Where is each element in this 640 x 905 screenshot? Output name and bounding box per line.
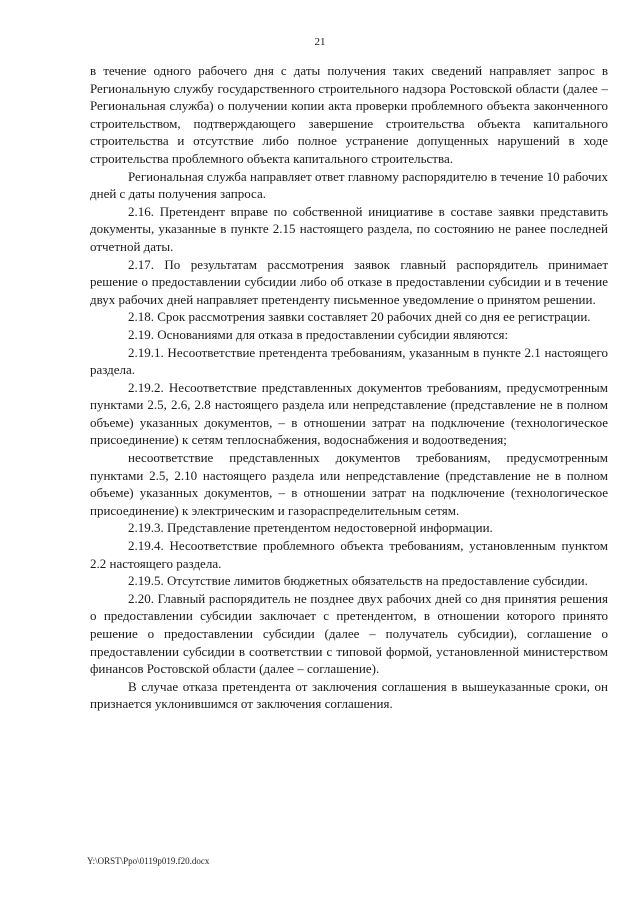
document-body <box>90 62 608 713</box>
paragraph-2-17: 2.17. По результатам рассмотрения заявок главный распорядитель принимает решение о предоставлении субсидии либо об отказе в предоставлении субсидии и в течение двух рабочих дней направляет претенденту письменное уведомление о принятом решении. <box>90 256 608 307</box>
paragraph-2-19-4: 2.19.4. Несоответствие проблемного объекта требованиям, установленным пунктом 2.2 настоящего раздела. <box>90 538 608 571</box>
paragraph-2-20: 2.20. Главный распорядитель не позднее двух рабочих дней со дня принятия решения о предоставлении субсидии заключает с претендентом, в отношении которого принято решение о предоставлении субсидии (далее – получатель субсидии), соглашение о предоставлении субсидии в соответствии с типовой формой, установленной министерством финансов Ростовской области (далее – соглашение). <box>90 590 608 677</box>
paragraph-2-19-5: 2.19.5. Отсутствие лимитов бюджетных обязательств на предоставление субсидии. <box>128 573 588 589</box>
paragraph-refusal-agreement: В случае отказа претендента от заключения соглашения в вышеуказанные сроки, он признается уклонившимся от заключения соглашения. <box>90 678 608 712</box>
paragraph-2-16: 2.16. Претендент вправе по собственной инициативе в составе заявки представить документы, указанные в пункте 2.15 настоящего раздела, по состоянию не ранее последней отчетной даты. <box>90 203 608 254</box>
footer-file-path: Y:\ORST\Ppo\0119p019.f20.docx <box>87 856 210 866</box>
paragraph-2-19-2-continued: несоответствие представленных документов требованиям, предусмотренным пунктами 2.5, 2.10 настоящего раздела или непредставление (представление не в полном объеме) указанных документов, – в отношении затрат на подключение (технологическое присоединение) к электрическим и газораспределительным сетям. <box>90 450 608 518</box>
paragraph-2-18: 2.18. Срок рассмотрения заявки составляет 20 рабочих дней со дня ее регистрации. <box>128 309 591 325</box>
paragraph-regional-service-response: Региональная служба направляет ответ главному распорядителю в течение 10 рабочих дней с даты получения запроса. <box>90 168 608 202</box>
paragraph-2-19: 2.19. Основаниями для отказа в предоставлении субсидии являются: <box>128 326 509 342</box>
page-number: 21 <box>314 36 326 48</box>
paragraph-2-19-3: 2.19.3. Представление претендентом недостоверной информации. <box>128 520 493 536</box>
paragraph-2-19-2: 2.19.2. Несоответствие представленных документов требованиям, предусмотренным пунктами 2.5, 2.6, 2.8 настоящего раздела или непредставление (представление не в полном объеме) указанных документов, – в отношении затрат на подключение (технологическое присоединение) к сетям теплоснабжения, водоснабжения и водоотведения; <box>90 379 608 448</box>
paragraph-continuation: в течение одного рабочего дня с даты получения таких сведений направляет запрос в Региональную службу государственного строительного надзора Ростовской области (далее – Региональная служба) о получении копии акта проверки проблемного объекта законченного строительством, подтверждающего завершение строительства объекта капитального строительства и отсутствие либо полное устранение допущенных нарушений в ходе строительства проблемного объекта капитального строительства. <box>90 63 608 166</box>
paragraph-2-19-1: 2.19.1. Несоответствие претендента требованиям, указанным в пункте 2.1 настоящего раздела. <box>90 344 608 378</box>
